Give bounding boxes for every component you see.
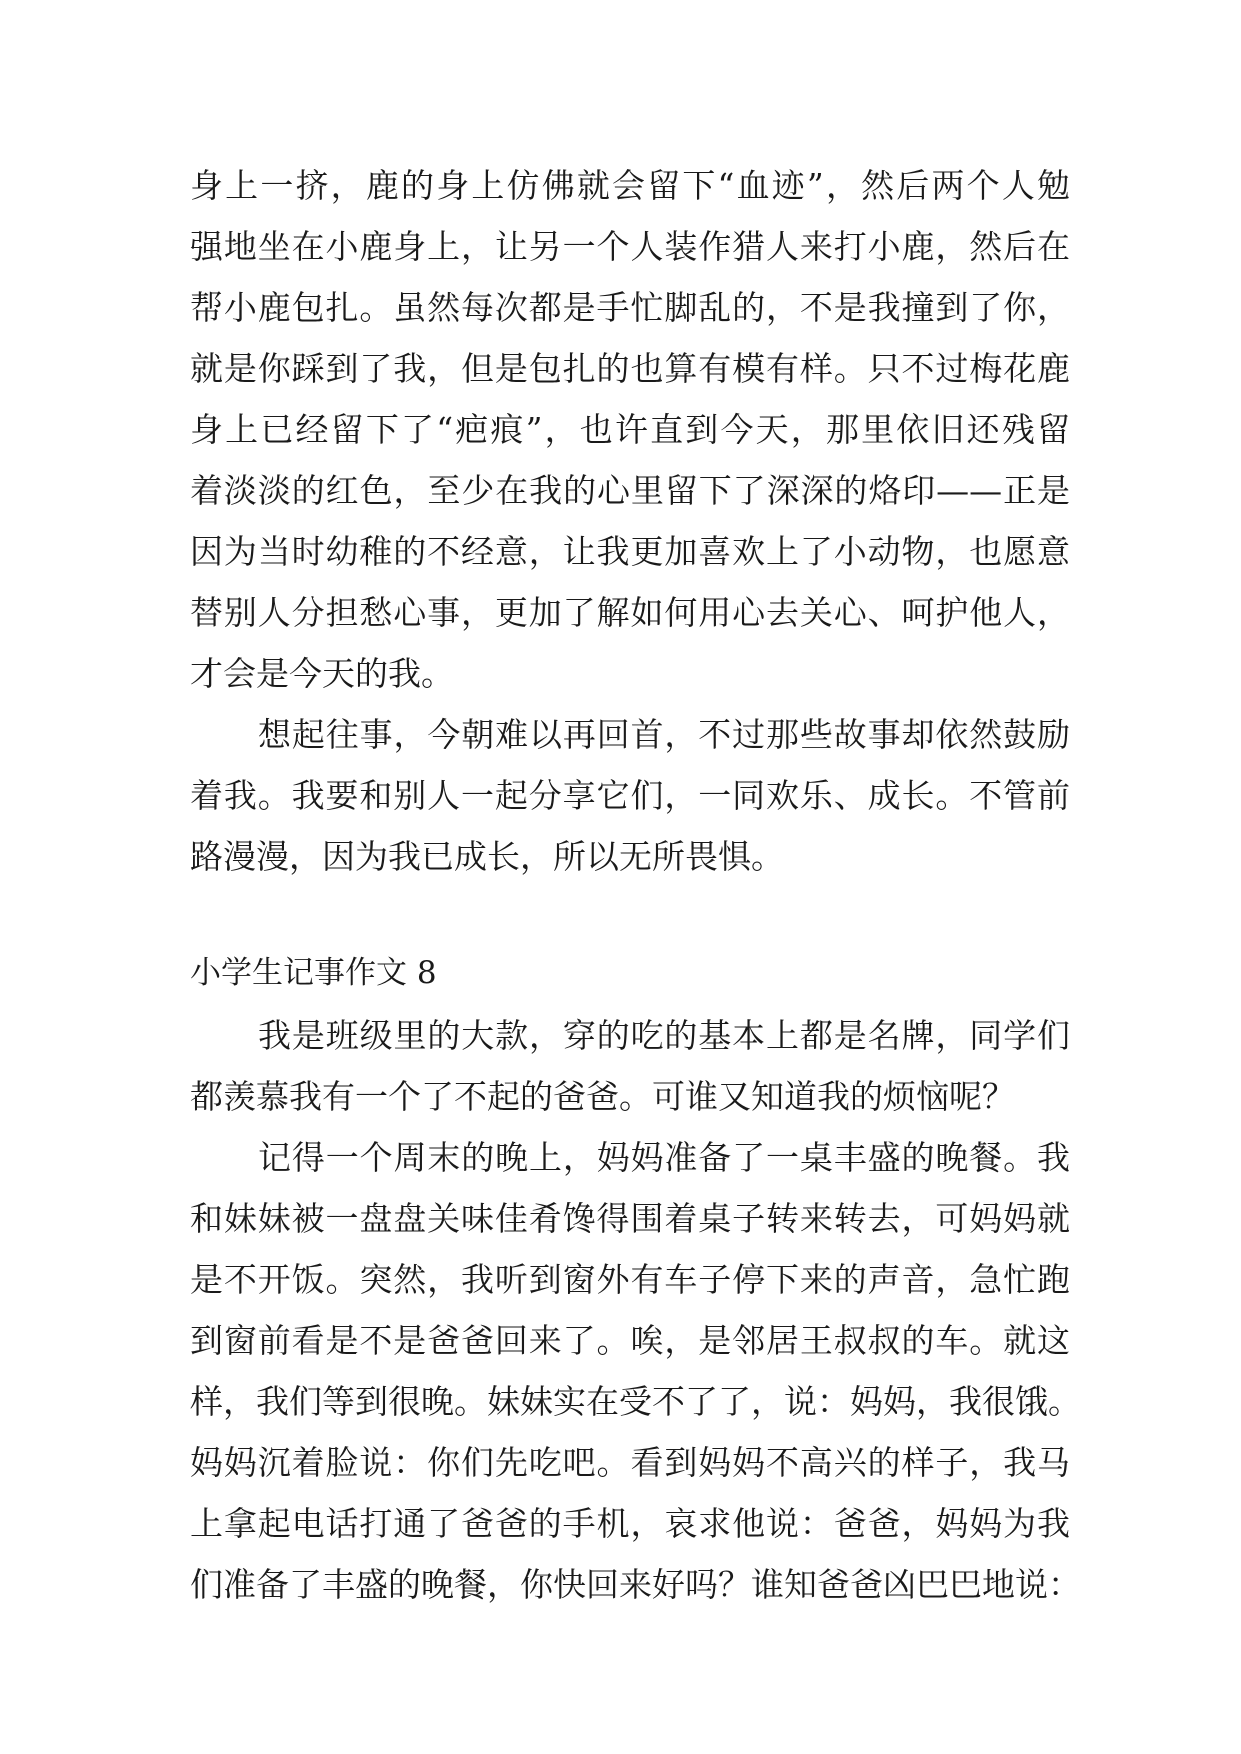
paragraph-line: 才会是今天的我。 xyxy=(190,654,454,693)
paragraph-line: 着淡淡的红色，至少在我的心里留下了深深的烙印——正是 xyxy=(190,471,1070,510)
paragraph-line: 就是你踩到了我，但是包扎的也算有模有样。只不过梅花鹿 xyxy=(190,349,1070,388)
paragraph-line: 记得一个周末的晚上，妈妈准备了一桌丰盛的晚餐。我 xyxy=(258,1138,1070,1177)
paragraph-line: 都羡慕我有一个了不起的爸爸。可谁又知道我的烦恼呢？ xyxy=(190,1077,1015,1116)
paragraph-line: 样，我们等到很晚。妹妹实在受不了了，说：妈妈，我很饿。 xyxy=(190,1382,1081,1421)
paragraph-line: 我是班级里的大款，穿的吃的基本上都是名牌，同学们 xyxy=(258,1016,1070,1055)
paragraph-line: 妈妈沉着脸说：你们先吃吧。看到妈妈不高兴的样子，我马 xyxy=(190,1443,1070,1482)
paragraph-line: 替别人分担愁心事，更加了解如何用心去关心、呵护他人， xyxy=(190,593,1070,632)
paragraph-line: 是不开饭。突然，我听到窗外有车子停下来的声音，急忙跑 xyxy=(190,1260,1070,1299)
paragraph-line: 强地坐在小鹿身上，让另一个人装作猎人来打小鹿，然后在 xyxy=(190,227,1070,266)
paragraph-line: 和妹妹被一盘盘关味佳肴馋得围着桌子转来转去，可妈妈就 xyxy=(190,1199,1070,1238)
paragraph-line: 上拿起电话打通了爸爸的手机，哀求他说：爸爸，妈妈为我 xyxy=(190,1504,1070,1543)
paragraph-line: 帮小鹿包扎。虽然每次都是手忙脚乱的，不是我撞到了你， xyxy=(190,288,1070,327)
paragraph-line: 身上一挤，鹿的身上仿佛就会留下“血迹”，然后两个人勉 xyxy=(190,166,1070,205)
paragraph-line: 身上已经留下了“疤痕”，也许直到今天，那里依旧还残留 xyxy=(190,410,1070,449)
paragraph-line: 着我。我要和别人一起分享它们，一同欢乐、成长。不管前 xyxy=(190,776,1070,815)
paragraph-line: 想起往事，今朝难以再回首，不过那些故事却依然鼓励 xyxy=(258,715,1070,754)
section-heading: 小学生记事作文 8 xyxy=(190,955,437,991)
paragraph-line: 路漫漫，因为我已成长，所以无所畏惧。 xyxy=(190,837,784,876)
paragraph-line: 因为当时幼稚的不经意，让我更加喜欢上了小动物，也愿意 xyxy=(190,532,1070,571)
paragraph-line: 到窗前看是不是爸爸回来了。唉，是邻居王叔叔的车。就这 xyxy=(190,1321,1070,1360)
paragraph-line: 们准备了丰盛的晚餐，你快回来好吗？谁知爸爸凶巴巴地说： xyxy=(190,1565,1081,1604)
